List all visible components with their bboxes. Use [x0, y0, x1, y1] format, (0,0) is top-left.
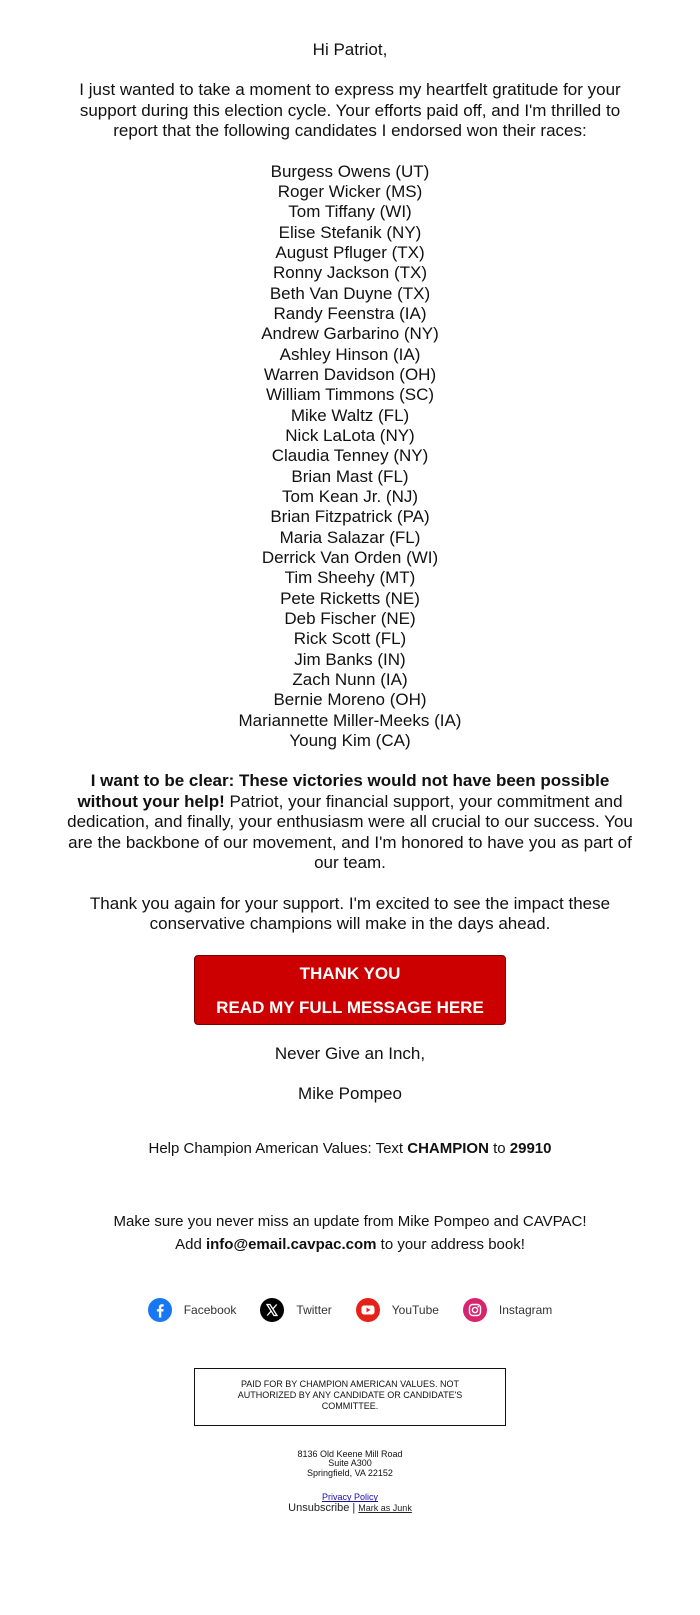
- candidate-item: Maria Salazar (FL): [279, 527, 421, 547]
- candidate-item: Elise Stefanik (NY): [278, 222, 422, 242]
- clear-paragraph: [60, 771, 640, 874]
- candidate-item: Derrick Van Orden (WI): [261, 548, 439, 568]
- instagram-label: Instagram: [498, 1302, 553, 1317]
- add-line: [60, 1233, 640, 1256]
- intro-paragraph: I just wanted to take a moment to express my heartfelt gratitude for your support during this election cycle. Your efforts paid off, and I'm thrilled to report that the following candidates I endorsed won their races:: [79, 80, 621, 140]
- clear-rest-text: Patriot, your financial support, your commitment and dedication, and finally, your enthusiasm were all crucial to our success. You are the backbone of our movement, and I'm honored to have you as part of our team.: [67, 791, 633, 873]
- unsubscribe-link[interactable]: Unsubscribe: [288, 1502, 350, 1515]
- sender-email: info@email.cavpac.com: [205, 1235, 377, 1253]
- address-book-callout: [60, 1210, 640, 1256]
- add-prefix: Add: [175, 1235, 206, 1253]
- candidate-item: Beth Van Duyne (TX): [269, 283, 431, 303]
- candidate-item: Ashley Hinson (IA): [279, 344, 421, 364]
- social-links: [0, 1298, 700, 1322]
- instagram-icon: [463, 1298, 487, 1322]
- sms-number: 29910: [509, 1139, 552, 1157]
- candidate-item: Tom Tiffany (WI): [288, 202, 412, 222]
- candidate-list: [60, 162, 640, 752]
- privacy-policy-link[interactable]: Privacy Policy: [321, 1492, 378, 1503]
- email-body: [60, 0, 640, 1256]
- facebook-link[interactable]: [148, 1298, 237, 1322]
- youtube-label: YouTube: [391, 1302, 439, 1317]
- address-line-3: Springfield, VA 22152: [307, 1467, 393, 1478]
- candidate-item: William Timmons (SC): [265, 385, 435, 405]
- add-suffix: to your address book!: [376, 1235, 525, 1253]
- candidate-item: Mariannette Miller-Meeks (IA): [238, 710, 462, 730]
- candidate-item: Mike Waltz (FL): [290, 405, 410, 425]
- read-full-message-button[interactable]: [194, 955, 506, 1025]
- candidate-item: Randy Feenstra (IA): [273, 303, 427, 323]
- address-line-1: 8136 Old Keene Mill Road: [297, 1448, 403, 1459]
- candidate-item: Roger Wicker (MS): [277, 181, 423, 201]
- mark-as-junk-link[interactable]: Mark as Junk: [358, 1503, 412, 1514]
- instagram-link[interactable]: [463, 1298, 552, 1322]
- candidate-item: Warren Davidson (OH): [263, 364, 437, 384]
- footer: [60, 1368, 640, 1515]
- candidate-item: Pete Ricketts (NE): [280, 588, 420, 608]
- twitter-label: Twitter: [296, 1302, 332, 1317]
- x-twitter-icon: [260, 1298, 284, 1322]
- candidate-item: Zach Nunn (IA): [292, 670, 408, 690]
- candidate-item: Young Kim (CA): [289, 731, 411, 751]
- facebook-label: Facebook: [183, 1302, 237, 1317]
- candidate-item: Rick Scott (FL): [293, 629, 407, 649]
- greeting: Hi Patriot,: [312, 40, 388, 59]
- footer-links: [60, 1492, 640, 1514]
- candidate-item: Burgess Owens (UT): [270, 161, 430, 181]
- paid-for-disclaimer: PAID FOR BY CHAMPION AMERICAN VALUES. NOT AUTHORIZED BY ANY CANDIDATE OR CANDIDATE'S COMMITTEE.: [194, 1368, 506, 1426]
- facebook-icon: [148, 1298, 172, 1322]
- sms-callout: [60, 1140, 640, 1158]
- candidate-item: Claudia Tenney (NY): [271, 446, 429, 466]
- thanks-paragraph: Thank you again for your support. I'm excited to see the impact these conservative champions will make in the days ahead.: [89, 893, 611, 934]
- sms-prefix: Help Champion American Values: Text: [148, 1139, 408, 1157]
- candidate-item: Ronny Jackson (TX): [273, 263, 427, 283]
- clear-bold-text: I want to be clear: These victories would not have been possible without your help!: [77, 771, 610, 811]
- candidate-item: Brian Mast (FL): [291, 466, 409, 486]
- candidate-item: Tom Kean Jr. (NJ): [281, 487, 419, 506]
- candidate-item: Brian Fitzpatrick (PA): [270, 507, 430, 527]
- candidate-item: Deb Fischer (NE): [284, 609, 416, 629]
- candidate-item: Tim Sheehy (MT): [284, 568, 416, 588]
- sms-middle: to: [488, 1139, 510, 1157]
- candidate-item: August Pfluger (TX): [275, 242, 425, 262]
- signature: Mike Pompeo: [298, 1083, 402, 1103]
- mailing-address: [60, 1450, 640, 1479]
- button-line-2: READ MY FULL MESSAGE HERE: [216, 997, 484, 1017]
- update-line: Make sure you never miss an update from Mike Pompeo and CAVPAC!: [113, 1212, 587, 1230]
- link-separator: |: [349, 1502, 359, 1515]
- signoff: Never Give an Inch,: [274, 1043, 426, 1063]
- candidate-item: Bernie Moreno (OH): [273, 690, 427, 710]
- twitter-link[interactable]: [260, 1298, 331, 1322]
- youtube-icon: [356, 1298, 380, 1322]
- sms-keyword: CHAMPION: [407, 1139, 489, 1157]
- address-line-2: Suite A300: [328, 1458, 372, 1469]
- button-line-1: THANK YOU: [299, 963, 401, 983]
- candidate-item: Andrew Garbarino (NY): [261, 324, 439, 344]
- candidate-item: Jim Banks (IN): [294, 649, 406, 669]
- youtube-link[interactable]: [356, 1298, 439, 1322]
- candidate-item: Nick LaLota (NY): [285, 425, 415, 445]
